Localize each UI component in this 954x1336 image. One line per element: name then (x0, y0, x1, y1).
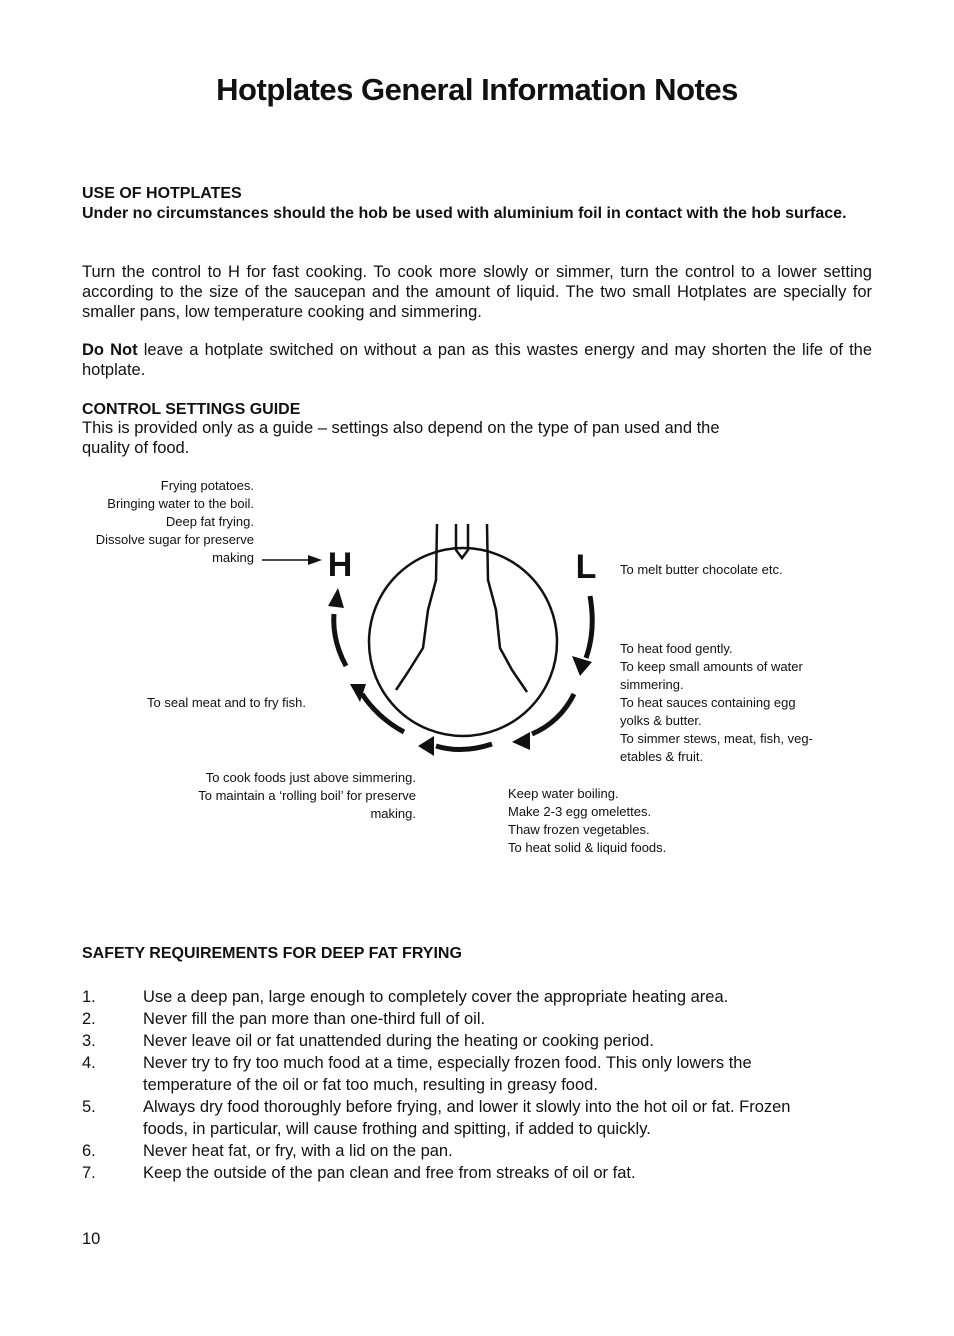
label-line: To heat sauces containing egg (620, 695, 796, 710)
list-text: Never heat fat, or fry, with a lid on the pan. (143, 1142, 453, 1160)
label-line: Dissolve sugar for preserve (95, 532, 254, 547)
list-item (82, 1030, 872, 1052)
arrowhead-rolling (418, 736, 434, 756)
list-item (82, 1162, 872, 1184)
knob-grip-left-edge (396, 524, 437, 690)
list-item (82, 1096, 872, 1140)
list-text: Always dry food thoroughly before frying, and lower it slowly into the hot oil or fat. Frozen foods, in particular, will cause frothing and spitting, if added to quickly. (143, 1098, 791, 1138)
list-number: 3. (82, 1032, 96, 1050)
use-paragraph: Turn the control to H for fast cooking. To cook more slowly or simmer, turn the control to a lower setting according to the size of the saucepan and the amount of liquid. The two small Hotplates are specially for smaller pans, low temperature cooking and simmering. (82, 263, 872, 321)
label-line: Thaw frozen vegetables. (508, 822, 650, 837)
guide-heading: CONTROL SETTINGS GUIDE (82, 401, 301, 418)
label-line: To seal meat and to fry fish. (147, 695, 306, 710)
low-symbol: L (575, 548, 597, 586)
label-line: Frying potatoes. (160, 478, 254, 493)
use-heading: USE OF HOTPLATES (82, 185, 242, 202)
list-number: 2. (82, 1010, 96, 1028)
label-line: To keep small amounts of water (620, 659, 803, 674)
high-symbol: H (327, 546, 353, 584)
label-line: Make 2-3 egg omelettes. (508, 804, 652, 819)
list-number: 7. (82, 1164, 96, 1182)
list-text: Use a deep pan, large enough to completely cover the appropriate heating area. (143, 988, 729, 1006)
label-line: etables & fruit. (620, 749, 704, 764)
guide-intro-line-2: quality of food. (82, 439, 190, 457)
list-item (82, 986, 872, 1008)
foil-warning: Under no circumstances should the hob be used with aluminium foil in contact with the hob surface. (82, 205, 847, 222)
list-text: Never try to fry too much food at a time, especially frozen food. This only lowers the temperature of the oil or fat too much, resulting in greasy food. (143, 1054, 752, 1094)
knob-circle (369, 548, 557, 736)
label-line: To cook foods just above simmering. (205, 770, 416, 785)
list-text: Never fill the pan more than one-third full of oil. (143, 1010, 486, 1028)
arrowhead-gentle (572, 656, 592, 676)
do-not-text: leave a hotplate switched on without a pan as this wastes energy and may shorten the life of the hotplate. (82, 341, 873, 379)
label-line: Bringing water to the boil. (107, 496, 254, 511)
label-boiling-setting (508, 785, 768, 857)
arc-rolling-to-seal (362, 694, 404, 732)
label-line: To melt butter chocolate etc. (620, 562, 783, 577)
high-pointer-arrowhead (308, 555, 322, 565)
label-high-setting (60, 477, 254, 567)
list-number: 4. (82, 1054, 96, 1072)
label-line: simmering. (620, 677, 684, 692)
label-rolling-boil-setting (140, 769, 416, 823)
arrowhead-high (328, 588, 344, 608)
safety-heading: SAFETY REQUIREMENTS FOR DEEP FAT FRYING (82, 945, 462, 962)
list-item (82, 1140, 872, 1162)
list-number: 5. (82, 1098, 96, 1116)
do-not-emphasis: Do Not (82, 341, 138, 359)
label-line: yolks & butter. (620, 713, 702, 728)
page-title: Hotplates General Information Notes (216, 72, 738, 107)
list-number: 6. (82, 1142, 96, 1160)
label-line: Keep water boiling. (508, 786, 619, 801)
label-line: To heat solid & liquid foods. (508, 840, 667, 855)
arc-seal-to-high (334, 614, 346, 666)
label-line: To maintain a ‘rolling boil’ for preserve (198, 788, 416, 803)
guide-intro-line-1: This is provided only as a guide – settings also depend on the type of pan used and the (82, 419, 720, 437)
label-line: making. (370, 806, 416, 821)
do-not-paragraph (82, 340, 872, 380)
list-number: 1. (82, 988, 96, 1006)
knob-pointer-mark (456, 524, 468, 558)
label-low-setting (620, 561, 920, 579)
label-line: To simmer stews, meat, fish, veg- (620, 731, 813, 746)
label-seal-setting (100, 694, 306, 712)
list-item (82, 1008, 872, 1030)
list-item (82, 1052, 872, 1096)
label-line: making (212, 550, 254, 565)
safety-list (82, 986, 872, 1184)
list-text: Keep the outside of the pan clean and free from streaks of oil or fat. (143, 1164, 636, 1182)
page-number: 10 (82, 1230, 101, 1248)
arrowhead-boiling (512, 732, 530, 750)
label-line: To heat food gently. (620, 641, 733, 656)
knob-grip-right-edge (487, 524, 527, 692)
arc-low-to-gentle (586, 596, 592, 658)
arc-boiling-to-rolling (436, 744, 492, 750)
guide-intro (82, 418, 872, 458)
list-text: Never leave oil or fat unattended during the heating or cooking period. (143, 1032, 654, 1050)
label-gentle-settings (620, 640, 920, 766)
label-line: Deep fat frying. (165, 514, 254, 529)
